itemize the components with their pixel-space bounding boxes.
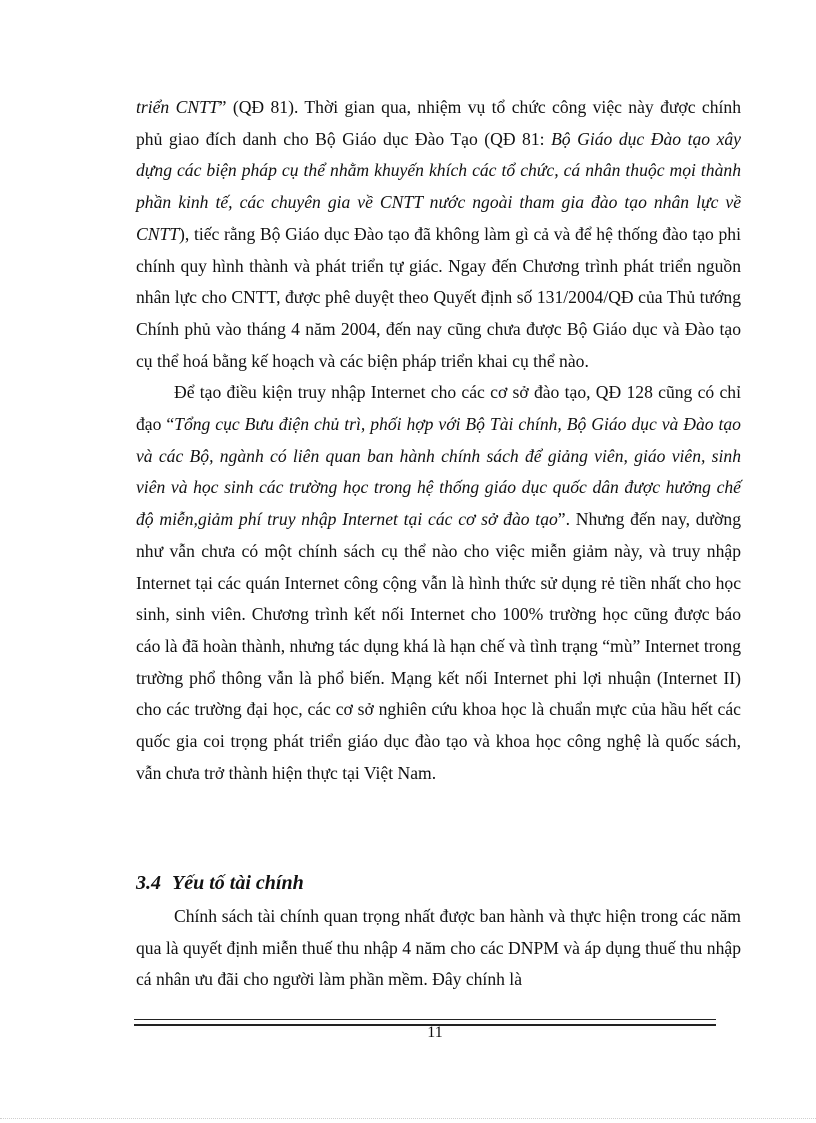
paragraph-2 xyxy=(136,377,741,789)
body-text-block-2 xyxy=(136,901,741,996)
paragraph-2-text-1: Để tạo điều kiện truy nhập Internet cho các cơ sở đào tạo, QĐ 128 cũng có chỉ đạo “ xyxy=(136,382,741,435)
paragraph-2-text-2: ”. Nhưng đến nay, dường như vẫn chưa có một chính sách cụ thể nào cho việc miễn giảm này, và truy nhập Internet tại các quán Internet công cộng vẫn là hình thức sử dụng rẻ tiền nhất cho học sinh, sinh viên. Chương trình kết nối Internet cho 100% trường học cũng được báo cáo là đã hoàn thành, nhưng tác dụng khá là hạn chế và tình trạng “mù” Internet trong trường phổ thông vẫn là phổ biến. Mạng kết nối Internet phi lợi nhuận (Internet II) cho các trường đại học, các cơ sở nghiên cứu khoa học là chuẩn mực của hầu hết các quốc gia coi trọng phát triển giáo dục đào tạo và khoa học công nghệ là quốc sách, vẫn chưa trở thành hiện thực tại Việt Nam. xyxy=(136,509,741,783)
body-text-block xyxy=(136,92,741,789)
paragraph-1-text-2: ), tiếc rằng Bộ Giáo dục Đào tạo đã không làm gì cả và để hệ thống đào tạo phi chính quy hình thành và phát triển tự giác. Ngay đến Chương trình phát triển nguồn nhân lực cho CNTT, được phê duyệt theo Quyết định số 131/2004/QĐ của Thủ tướng Chính phủ vào tháng 4 năm 2004, đến nay cũng chưa được Bộ Giáo dục và Đào tạo cụ thể hoá bằng kế hoạch và các biện pháp triển khai cụ thể nào. xyxy=(136,223,741,371)
section-title: Yếu tố tài chính xyxy=(172,872,304,894)
paragraph-1-italic-2: Bộ Giáo dục Đào tạo xây dựng các biện pháp cụ thể nhằm khuyến khích các tổ chức, cá nhân thuộc mọi thành phần kinh tế, các chuyên gia về CNTT nước ngoài tham gia đào tạo nhân lực về CNTT xyxy=(136,128,741,244)
paragraph-1-text-1: ” (QĐ 81). Thời gian qua, nhiệm vụ tổ chức công việc này được chính phủ giao đích danh cho Bộ Giáo dục Đào Tạo (QĐ 81: xyxy=(136,97,741,149)
paragraph-3: Chính sách tài chính quan trọng nhất được ban hành và thực hiện trong các năm qua là quyết định miễn thuế thu nhập 4 năm cho các DNPM và áp dụng thuế thu nhập cá nhân ưu đãi cho người làm phần mềm. Đây chính là xyxy=(136,906,741,990)
section-heading xyxy=(136,866,304,900)
paragraph-1 xyxy=(136,92,741,377)
section-number: 3.4 xyxy=(136,872,161,894)
paragraph-1-italic-1: triển CNTT xyxy=(136,97,219,117)
paragraph-2-italic-quote: Tổng cục Bưu điện chủ trì, phối hợp với Bộ Tài chính, Bộ Giáo dục và Đào tạo và các Bộ, ngành có liên quan ban hành chính sách để giảng viên, giáo viên, sinh viên và học sinh các trường học trong hệ thống giáo dục quốc dân được hưởng chế độ miễn,giảm phí truy nhập Internet tại các cơ sở đào tạo xyxy=(136,414,741,530)
page-number: 11 xyxy=(427,1024,443,1041)
page-bottom-dotted-border xyxy=(0,1118,816,1119)
